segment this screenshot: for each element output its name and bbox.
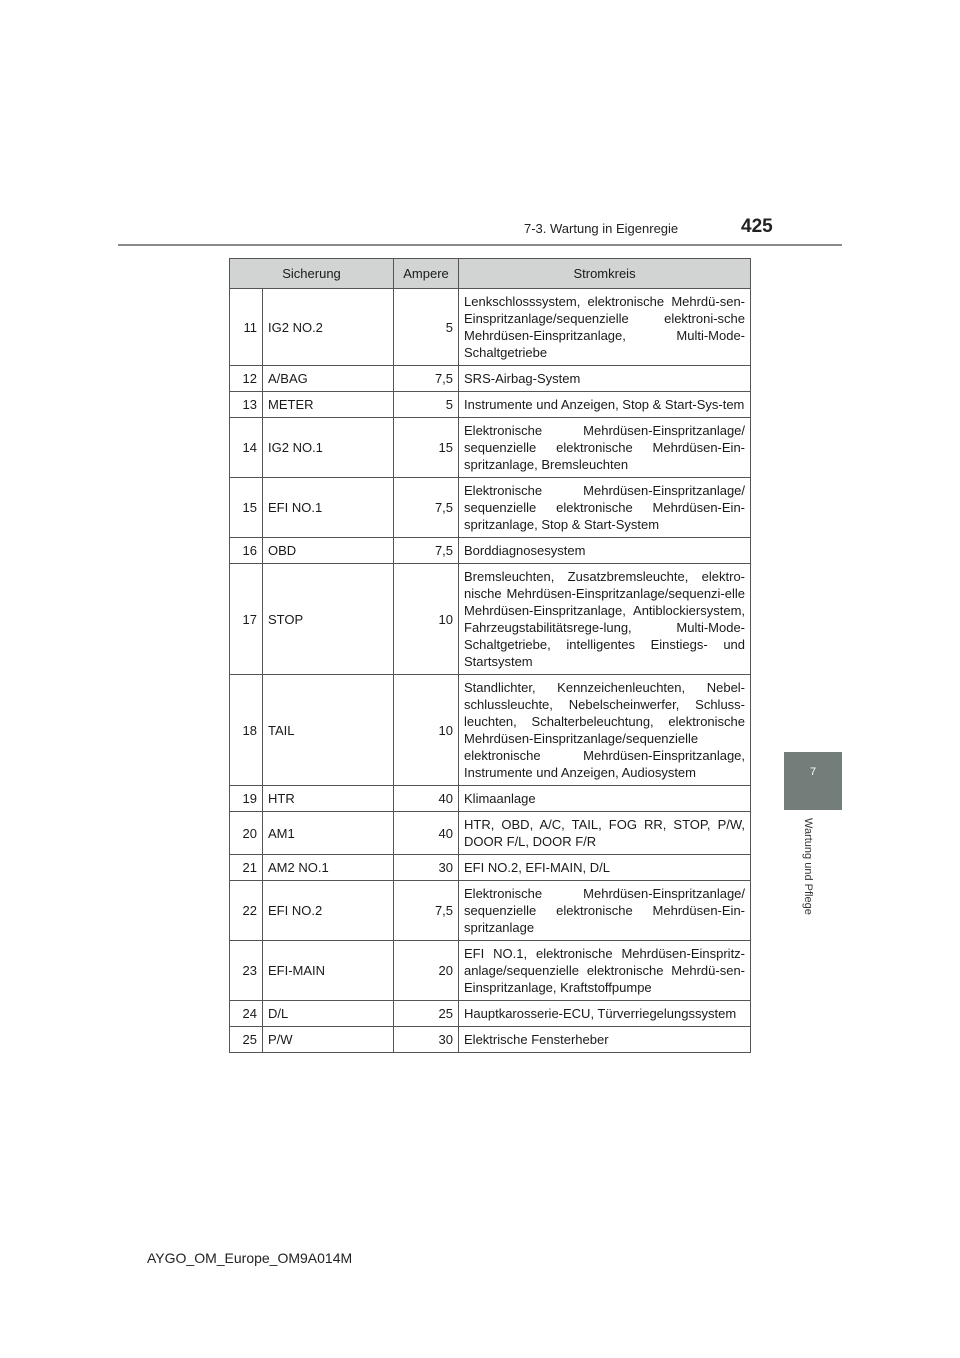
fuse-ampere: 40 bbox=[394, 812, 459, 855]
table-row bbox=[230, 941, 751, 1001]
fuse-name: EFI NO.1 bbox=[263, 478, 394, 538]
header-ampere: Ampere bbox=[394, 259, 459, 289]
section-title: 7-3. Wartung in Eigenregie bbox=[524, 221, 679, 236]
fuse-name: D/L bbox=[263, 1001, 394, 1027]
fuse-circuit: Lenkschlosssystem, elektronische Mehrdü-sen-Einspritzanlage/sequenzielle elektroni-sche Mehrdüsen-Einspritzanlage, Multi-Mode-Schaltgetriebe bbox=[459, 289, 751, 366]
fuse-circuit: EFI NO.1, elektronische Mehrdüsen-Einspritz-anlage/sequenzielle elektronische Mehrdü-sen-Einspritzanlage, Kraftstoffpumpe bbox=[459, 941, 751, 1001]
fuse-name: EFI NO.2 bbox=[263, 881, 394, 941]
table-row bbox=[230, 366, 751, 392]
fuse-circuit: Hauptkarosserie-ECU, Türverriegelungssystem bbox=[459, 1001, 751, 1027]
fuse-circuit: Elektronische Mehrdüsen-Einspritzanlage/ sequenzielle elektronische Mehrdüsen-Ein-spritzanlage, Bremsleuchten bbox=[459, 418, 751, 478]
fuse-circuit: Elektrische Fensterheber bbox=[459, 1027, 751, 1053]
fuse-ampere: 7,5 bbox=[394, 478, 459, 538]
fuse-name: P/W bbox=[263, 1027, 394, 1053]
fuse-number: 12 bbox=[230, 366, 263, 392]
fuse-ampere: 7,5 bbox=[394, 366, 459, 392]
fuse-name: EFI-MAIN bbox=[263, 941, 394, 1001]
table-row bbox=[230, 1001, 751, 1027]
fuse-number: 25 bbox=[230, 1027, 263, 1053]
fuse-number: 11 bbox=[230, 289, 263, 366]
fuse-number: 18 bbox=[230, 675, 263, 786]
fuse-number: 20 bbox=[230, 812, 263, 855]
header-fuse: Sicherung bbox=[230, 259, 394, 289]
fuse-name: STOP bbox=[263, 564, 394, 675]
table-header-row bbox=[230, 259, 751, 289]
fuse-name: AM2 NO.1 bbox=[263, 855, 394, 881]
table-row bbox=[230, 478, 751, 538]
table-row bbox=[230, 564, 751, 675]
fuse-circuit: Elektronische Mehrdüsen-Einspritzanlage/ sequenzielle elektronische Mehrdüsen-Ein-spritzanlage bbox=[459, 881, 751, 941]
table-row bbox=[230, 786, 751, 812]
table-row bbox=[230, 855, 751, 881]
page-number: 425 bbox=[741, 216, 773, 237]
header-divider bbox=[118, 244, 842, 246]
fuse-ampere: 30 bbox=[394, 1027, 459, 1053]
fuse-number: 14 bbox=[230, 418, 263, 478]
fuse-name: AM1 bbox=[263, 812, 394, 855]
fuse-name: TAIL bbox=[263, 675, 394, 786]
table-row bbox=[230, 1027, 751, 1053]
table-row bbox=[230, 418, 751, 478]
fuse-ampere: 15 bbox=[394, 418, 459, 478]
fuse-table bbox=[229, 258, 751, 1053]
fuse-circuit: Bremsleuchten, Zusatzbremsleuchte, elektro-nische Mehrdüsen-Einspritzanlage/sequenzi-elle Mehrdüsen-Einspritzanlage, Antiblockiersystem, Fahrzeugstabilitätsrege-lung, Multi-Mode-Schaltgetriebe, intelligentes Einstiegs- und Startsystem bbox=[459, 564, 751, 675]
fuse-number: 23 bbox=[230, 941, 263, 1001]
fuse-ampere: 25 bbox=[394, 1001, 459, 1027]
fuse-name: HTR bbox=[263, 786, 394, 812]
table-row bbox=[230, 812, 751, 855]
fuse-name: OBD bbox=[263, 538, 394, 564]
fuse-name: A/BAG bbox=[263, 366, 394, 392]
fuse-number: 24 bbox=[230, 1001, 263, 1027]
fuse-circuit: Instrumente und Anzeigen, Stop & Start-Sys-tem bbox=[459, 392, 751, 418]
fuse-circuit: SRS-Airbag-System bbox=[459, 366, 751, 392]
fuse-ampere: 10 bbox=[394, 564, 459, 675]
fuse-name: IG2 NO.2 bbox=[263, 289, 394, 366]
fuse-ampere: 7,5 bbox=[394, 538, 459, 564]
fuse-circuit: Klimaanlage bbox=[459, 786, 751, 812]
fuse-ampere: 5 bbox=[394, 289, 459, 366]
fuse-ampere: 20 bbox=[394, 941, 459, 1001]
fuse-circuit: HTR, OBD, A/C, TAIL, FOG RR, STOP, P/W, DOOR F/L, DOOR F/R bbox=[459, 812, 751, 855]
fuse-number: 22 bbox=[230, 881, 263, 941]
fuse-number: 21 bbox=[230, 855, 263, 881]
table-row bbox=[230, 881, 751, 941]
chapter-label: Wartung und Pflege bbox=[802, 818, 814, 915]
fuse-circuit: Borddiagnosesystem bbox=[459, 538, 751, 564]
fuse-ampere: 30 bbox=[394, 855, 459, 881]
fuse-ampere: 40 bbox=[394, 786, 459, 812]
fuse-number: 17 bbox=[230, 564, 263, 675]
document-id: AYGO_OM_Europe_OM9A014M bbox=[147, 1250, 353, 1266]
fuse-ampere: 10 bbox=[394, 675, 459, 786]
table-row bbox=[230, 392, 751, 418]
table-row bbox=[230, 538, 751, 564]
fuse-name: IG2 NO.1 bbox=[263, 418, 394, 478]
fuse-number: 13 bbox=[230, 392, 263, 418]
fuse-ampere: 7,5 bbox=[394, 881, 459, 941]
chapter-tab: 7 bbox=[784, 752, 842, 810]
fuse-number: 19 bbox=[230, 786, 263, 812]
table-row bbox=[230, 289, 751, 366]
fuse-circuit: Standlichter, Kennzeichenleuchten, Nebel-schlussleuchte, Nebelscheinwerfer, Schluss-leuchten, Schalterbeleuchtung, elektronische Mehrdüsen-Einspritzanlage/sequenzielle elektronische Mehrdüsen-Einspritzanlage, Instrumente und Anzeigen, Audiosystem bbox=[459, 675, 751, 786]
fuse-circuit: Elektronische Mehrdüsen-Einspritzanlage/ sequenzielle elektronische Mehrdüsen-Ein-spritzanlage, Stop & Start-System bbox=[459, 478, 751, 538]
fuse-ampere: 5 bbox=[394, 392, 459, 418]
fuse-number: 15 bbox=[230, 478, 263, 538]
fuse-name: METER bbox=[263, 392, 394, 418]
table-row bbox=[230, 675, 751, 786]
fuse-circuit: EFI NO.2, EFI-MAIN, D/L bbox=[459, 855, 751, 881]
fuse-number: 16 bbox=[230, 538, 263, 564]
header-circuit: Stromkreis bbox=[459, 259, 751, 289]
